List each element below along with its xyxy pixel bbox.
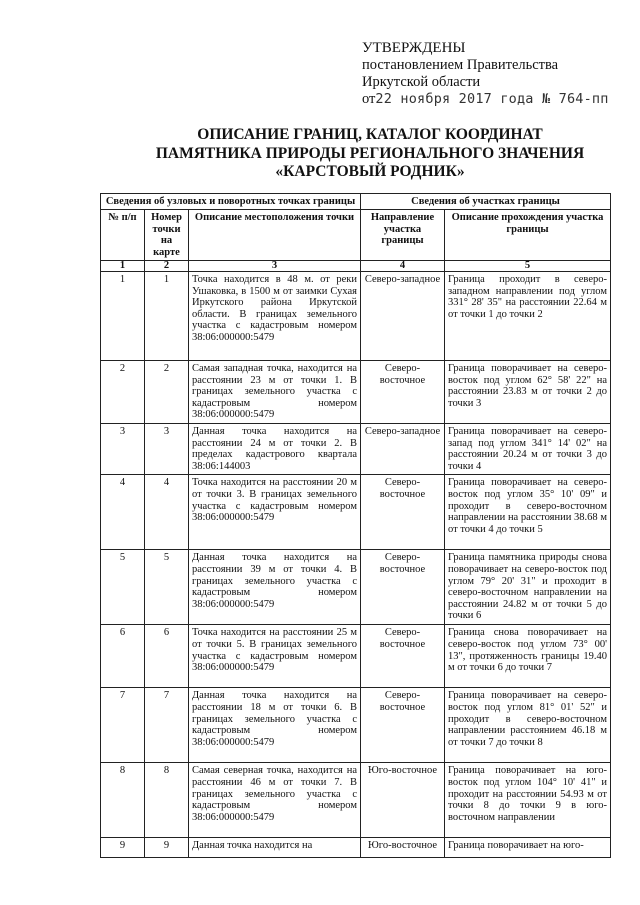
cell-map-num: 7 (145, 688, 189, 763)
cell-num: 9 (101, 838, 145, 858)
cell-num: 7 (101, 688, 145, 763)
table-row (101, 625, 611, 688)
cell-location: Точка находится в 48 м. от реки Ушаковка, в 1500 м от заимки Сухая Иркутского района Иркутской области. В границах земельного участка с кадастровым номером 38:06:000000:5479 (189, 272, 361, 361)
cell-location: Данная точка находится на (189, 838, 361, 858)
cell-passage: Граница поворачивает на северо-восток под углом 81° 01' 52" и проходит в северо-восточном направлении расстоянием 46.18 м от точки 7 до точки 8 (445, 688, 611, 763)
group-header-nodes: Сведения об узловых и поворотных точках границы (101, 194, 361, 210)
cell-num: 5 (101, 550, 145, 625)
column-number: 5 (445, 261, 611, 272)
title-line-1: ОПИСАНИЕ ГРАНИЦ, КАТАЛОГ КООРДИНАТ (197, 126, 543, 143)
cell-num: 1 (101, 272, 145, 361)
approval-from-label: от (362, 91, 376, 107)
cell-passage: Граница снова поворачивает на северо-восток под углом 73° 00' 13", протяженность границы 19.40 м от точки 6 до точки 7 (445, 625, 611, 688)
title-line-2: ПАМЯТНИКА ПРИРОДЫ РЕГИОНАЛЬНОГО ЗНАЧЕНИЯ (155, 144, 585, 162)
approval-line-1: постановлением Правительства (362, 57, 559, 73)
cell-direction: Юго-восточное (361, 838, 445, 858)
cell-num: 6 (101, 625, 145, 688)
cell-location: Данная точка находится на расстоянии 18 м от точки 6. В границах земельного участка с кадастровым номером 38:06:000000:5479 (189, 688, 361, 763)
column-number: 2 (145, 261, 189, 272)
column-number: 1 (101, 261, 145, 272)
cell-passage: Граница памятника природы снова поворачивает на северо-восток под углом 79° 20' 31" и проходит в северо-восточном направлении на расстоянии 24.82 м от точки 5 до точки 6 (445, 550, 611, 625)
column-number: 3 (189, 261, 361, 272)
table-row (101, 424, 611, 475)
cell-passage: Граница поворачивает на северо-восток под углом 62° 58' 22" на расстоянии 23.83 м от точки 2 до точки 3 (445, 361, 611, 424)
header-map-num: Номер точки на карте (145, 210, 189, 261)
cell-map-num: 6 (145, 625, 189, 688)
table-row (101, 272, 611, 361)
cell-map-num: 1 (145, 272, 189, 361)
cell-passage: Граница поворачивает на юго-восток под углом 104° 10' 41" и проходит на расстоянии 54.93 м от точки 8 до точки 9 в юго-восточном направлении (445, 763, 611, 838)
cell-location: Самая западная точка, находится на расстоянии 23 м от точки 1. В границах земельного участка с кадастровым номером 38:06:000000:5479 (189, 361, 361, 424)
cell-location: Самая северная точка, находится на расстоянии 46 м от точки 7. В границах земельного участка с кадастровым номером 38:06:000000:5479 (189, 763, 361, 838)
cell-num: 3 (101, 424, 145, 475)
cell-passage: Граница поворачивает на юго- (445, 838, 611, 858)
approval-line-2: Иркутской области (362, 74, 481, 90)
cell-num: 8 (101, 763, 145, 838)
cell-num: 4 (101, 475, 145, 550)
cell-num: 2 (101, 361, 145, 424)
cell-direction: Северо-восточное (361, 625, 445, 688)
cell-map-num: 9 (145, 838, 189, 858)
table-row (101, 475, 611, 550)
cell-direction: Северо-восточное (361, 550, 445, 625)
cell-map-num: 4 (145, 475, 189, 550)
cell-direction: Северо-западное (361, 424, 445, 475)
cell-passage: Граница проходит в северо-западном направлении под углом 331° 28' 35" на расстоянии 22.64 м от точки 1 до точки 2 (445, 272, 611, 361)
title-line-3: «КАРСТОВЫЙ РОДНИК» (275, 163, 465, 180)
table-row (101, 838, 611, 858)
document-title (120, 126, 620, 182)
cell-passage: Граница поворачивает на северо-запад под углом 341° 14' 02" на расстоянии 20.24 м от точки 3 до точки 4 (445, 424, 611, 475)
cell-location: Данная точка находится на расстоянии 24 м от точки 2. В пределах кадастрового квартала 38:06:144003 (189, 424, 361, 475)
cell-location: Данная точка находится на расстоянии 39 м от точки 4. В границах земельного участка с кадастровым номером 38:06:000000:5479 (189, 550, 361, 625)
boundary-catalog-table (100, 193, 611, 858)
cell-map-num: 5 (145, 550, 189, 625)
cell-direction: Северо-восточное (361, 475, 445, 550)
header-num: № п/п (101, 210, 145, 261)
group-header-sections: Сведения об участках границы (361, 194, 611, 210)
cell-direction: Юго-восточное (361, 763, 445, 838)
table-row (101, 550, 611, 625)
header-location: Описание местоположения точки (189, 210, 361, 261)
cell-direction: Северо-восточное (361, 688, 445, 763)
cell-map-num: 2 (145, 361, 189, 424)
approval-date-line (362, 91, 622, 108)
cell-location: Точка находится на расстоянии 25 м от точки 5. В границах земельного участка с кадастровым номером 38:06:000000:5479 (189, 625, 361, 688)
table-row (101, 688, 611, 763)
cell-location: Точка находится на расстоянии 20 м от точки 3. В границах земельного участка с кадастровым номером 38:06:000000:5479 (189, 475, 361, 550)
cell-direction: Северо-восточное (361, 361, 445, 424)
table-row (101, 763, 611, 838)
approval-block (362, 40, 622, 108)
cell-direction: Северо-западное (361, 272, 445, 361)
header-passage: Описание прохождения участка границы (445, 210, 611, 261)
approval-heading: УТВЕРЖДЕНЫ (362, 40, 466, 56)
cell-map-num: 8 (145, 763, 189, 838)
header-direction: Направление участка границы (361, 210, 445, 261)
cell-map-num: 3 (145, 424, 189, 475)
approval-handwritten-date: 22 ноября 2017 года № 764-пп (375, 91, 609, 107)
table-row (101, 361, 611, 424)
cell-passage: Граница поворачивает на северо-восток под углом 35° 10' 09" и проходит в северо-восточном направлении на расстоянии 38.68 м от точки 4 до точки 5 (445, 475, 611, 550)
column-number: 4 (361, 261, 445, 272)
